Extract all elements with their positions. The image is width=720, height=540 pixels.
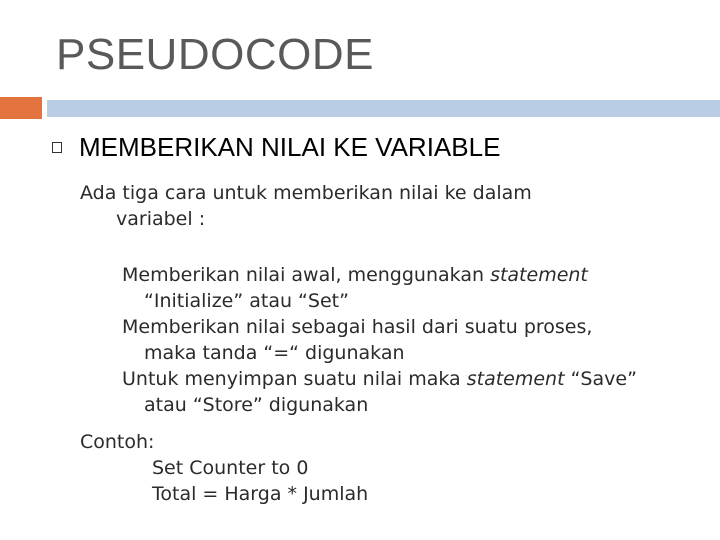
title-rule-bar — [47, 100, 720, 117]
method-1-text: Memberikan nilai awal, menggunakan — [122, 264, 491, 286]
example-label: Contoh: — [80, 431, 155, 453]
method-3-line-2: atau “Store” digunakan — [144, 394, 369, 416]
method-3-text: Untuk menyimpan suatu nilai maka — [122, 368, 467, 390]
title-rule-accent — [0, 97, 42, 119]
method-2-line-1: Memberikan nilai sebagai hasil dari suatu proses, — [122, 316, 593, 338]
method-1-line-2: “Initialize” atau “Set” — [144, 290, 349, 312]
intro-line-1: Ada tiga cara untuk memberikan nilai ke dalam — [80, 182, 532, 204]
method-2-line-2: maka tanda “=“ digunakan — [144, 342, 405, 364]
method-3-line-1 — [122, 370, 637, 389]
square-bullet-icon — [52, 142, 62, 153]
method-1-italic: statement — [490, 264, 588, 286]
method-3-suffix: “Save” — [564, 368, 637, 390]
intro-line-2: variabel : — [116, 208, 206, 230]
slide-title: PSEUDOCODE — [56, 30, 374, 79]
example-line-2: Total = Harga * Jumlah — [152, 483, 369, 505]
example-line-1: Set Counter to 0 — [152, 457, 309, 479]
method-3-italic: statement — [466, 368, 565, 390]
section-heading: MEMBERIKAN NILAI KE VARIABLE — [79, 132, 501, 162]
method-1-line-1 — [122, 266, 588, 285]
